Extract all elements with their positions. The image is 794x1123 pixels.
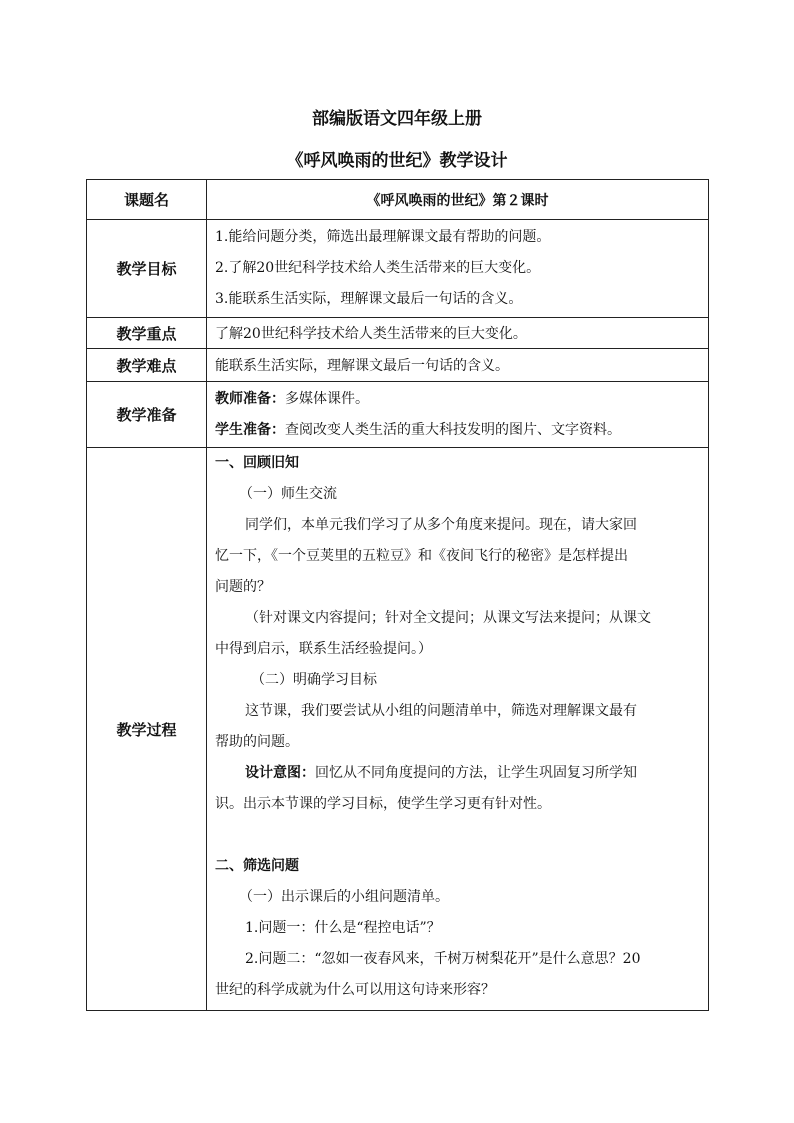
blank-line [215,820,700,851]
row-topic [87,180,709,220]
question-line: 2.问题二：“忽如一夜春风来，千树万树梨花开”是什么意思？20 [245,951,641,967]
goal-item: 3.能联系生活实际，理解课文最后一句话的含义。 [215,291,523,307]
subsection-heading: （一）师生交流 [239,486,337,502]
student-prep-value: 查阅改变人类生活的重大科技发明的图片、文字资料。 [285,421,621,438]
paragraph-line: 忆一下，《一个豆荚里的五粒豆》和《夜间飞行的秘密》是怎样提出 [215,548,628,564]
teacher-prep [215,384,700,415]
document-title: 部编版语文四年级上册 [312,109,482,129]
question-line: 世纪的科学成就为什么可以用这句诗来形容？ [215,982,495,998]
focus-text: 了解20世纪科学技术给人类生活带来的巨大变化。 [215,326,527,342]
teacher-prep-label: 教师准备： [215,390,285,407]
paragraph-line: 问题的？ [215,579,271,595]
question-line: 1.问题一：什么是“程控电话”？ [245,920,441,936]
design-intent-label: 设计意图： [245,765,315,781]
value-difficulty [207,349,709,382]
document-subtitle: 《呼风唤雨的世纪》教学设计 [286,151,508,171]
paragraph-line: 这节课，我们要尝试从小组的问题清单中，筛选对理解课文最有 [245,703,637,719]
row-prep [87,382,709,448]
design-intent-text: 回忆从不同角度提问的方法，让学生巩固复习所学知 [315,765,637,781]
label-focus: 教学重点 [87,318,207,349]
label-prep: 教学准备 [87,382,207,448]
section-heading: 一、回顾旧知 [215,455,299,471]
paragraph-line: 同学们，本单元我们学习了从多个角度来提问。现在，请大家回 [245,517,637,533]
label-goals: 教学目标 [87,220,207,318]
paragraph-line: （针对课文内容提问；针对全文提问；从课文写法来提问；从课文 [245,610,651,626]
value-focus [207,318,709,349]
lesson-plan-table [86,179,709,1011]
label-process: 教学过程 [87,448,207,1011]
subsection-heading: （一）出示课后的小组问题清单。 [239,889,449,905]
goal-item: 2.了解20世纪科学技术给人类生活带来的巨大变化。 [215,260,541,276]
value-prep [207,382,709,448]
value-topic: 《呼风唤雨的世纪》第２课时 [207,180,709,220]
student-prep-label: 学生准备： [215,421,285,438]
difficulty-text: 能联系生活实际，理解课文最后一句话的含义。 [215,358,509,374]
teacher-prep-value: 多媒体课件。 [285,390,369,407]
subsection-heading: （二）明确学习目标 [251,672,377,688]
value-goals [207,220,709,318]
paragraph-line: 中得到启示，联系生活经验提问。） [215,641,432,657]
paragraph-line: 识。出示本节课的学习目标，使学生学习更有针对性。 [215,796,551,812]
row-focus [87,318,709,349]
label-topic: 课题名 [87,180,207,220]
section-heading: 二、筛选问题 [215,858,299,874]
design-intent-line [215,758,700,789]
row-goals [87,220,709,318]
goal-item: 1.能给问题分类，筛选出最理解课文最有帮助的问题。 [215,229,551,245]
row-process [87,448,709,1011]
student-prep [215,415,700,446]
row-difficulty [87,349,709,382]
paragraph-line: 帮助的问题。 [215,734,299,750]
label-difficulty: 教学难点 [87,349,207,382]
value-process [207,448,709,1011]
